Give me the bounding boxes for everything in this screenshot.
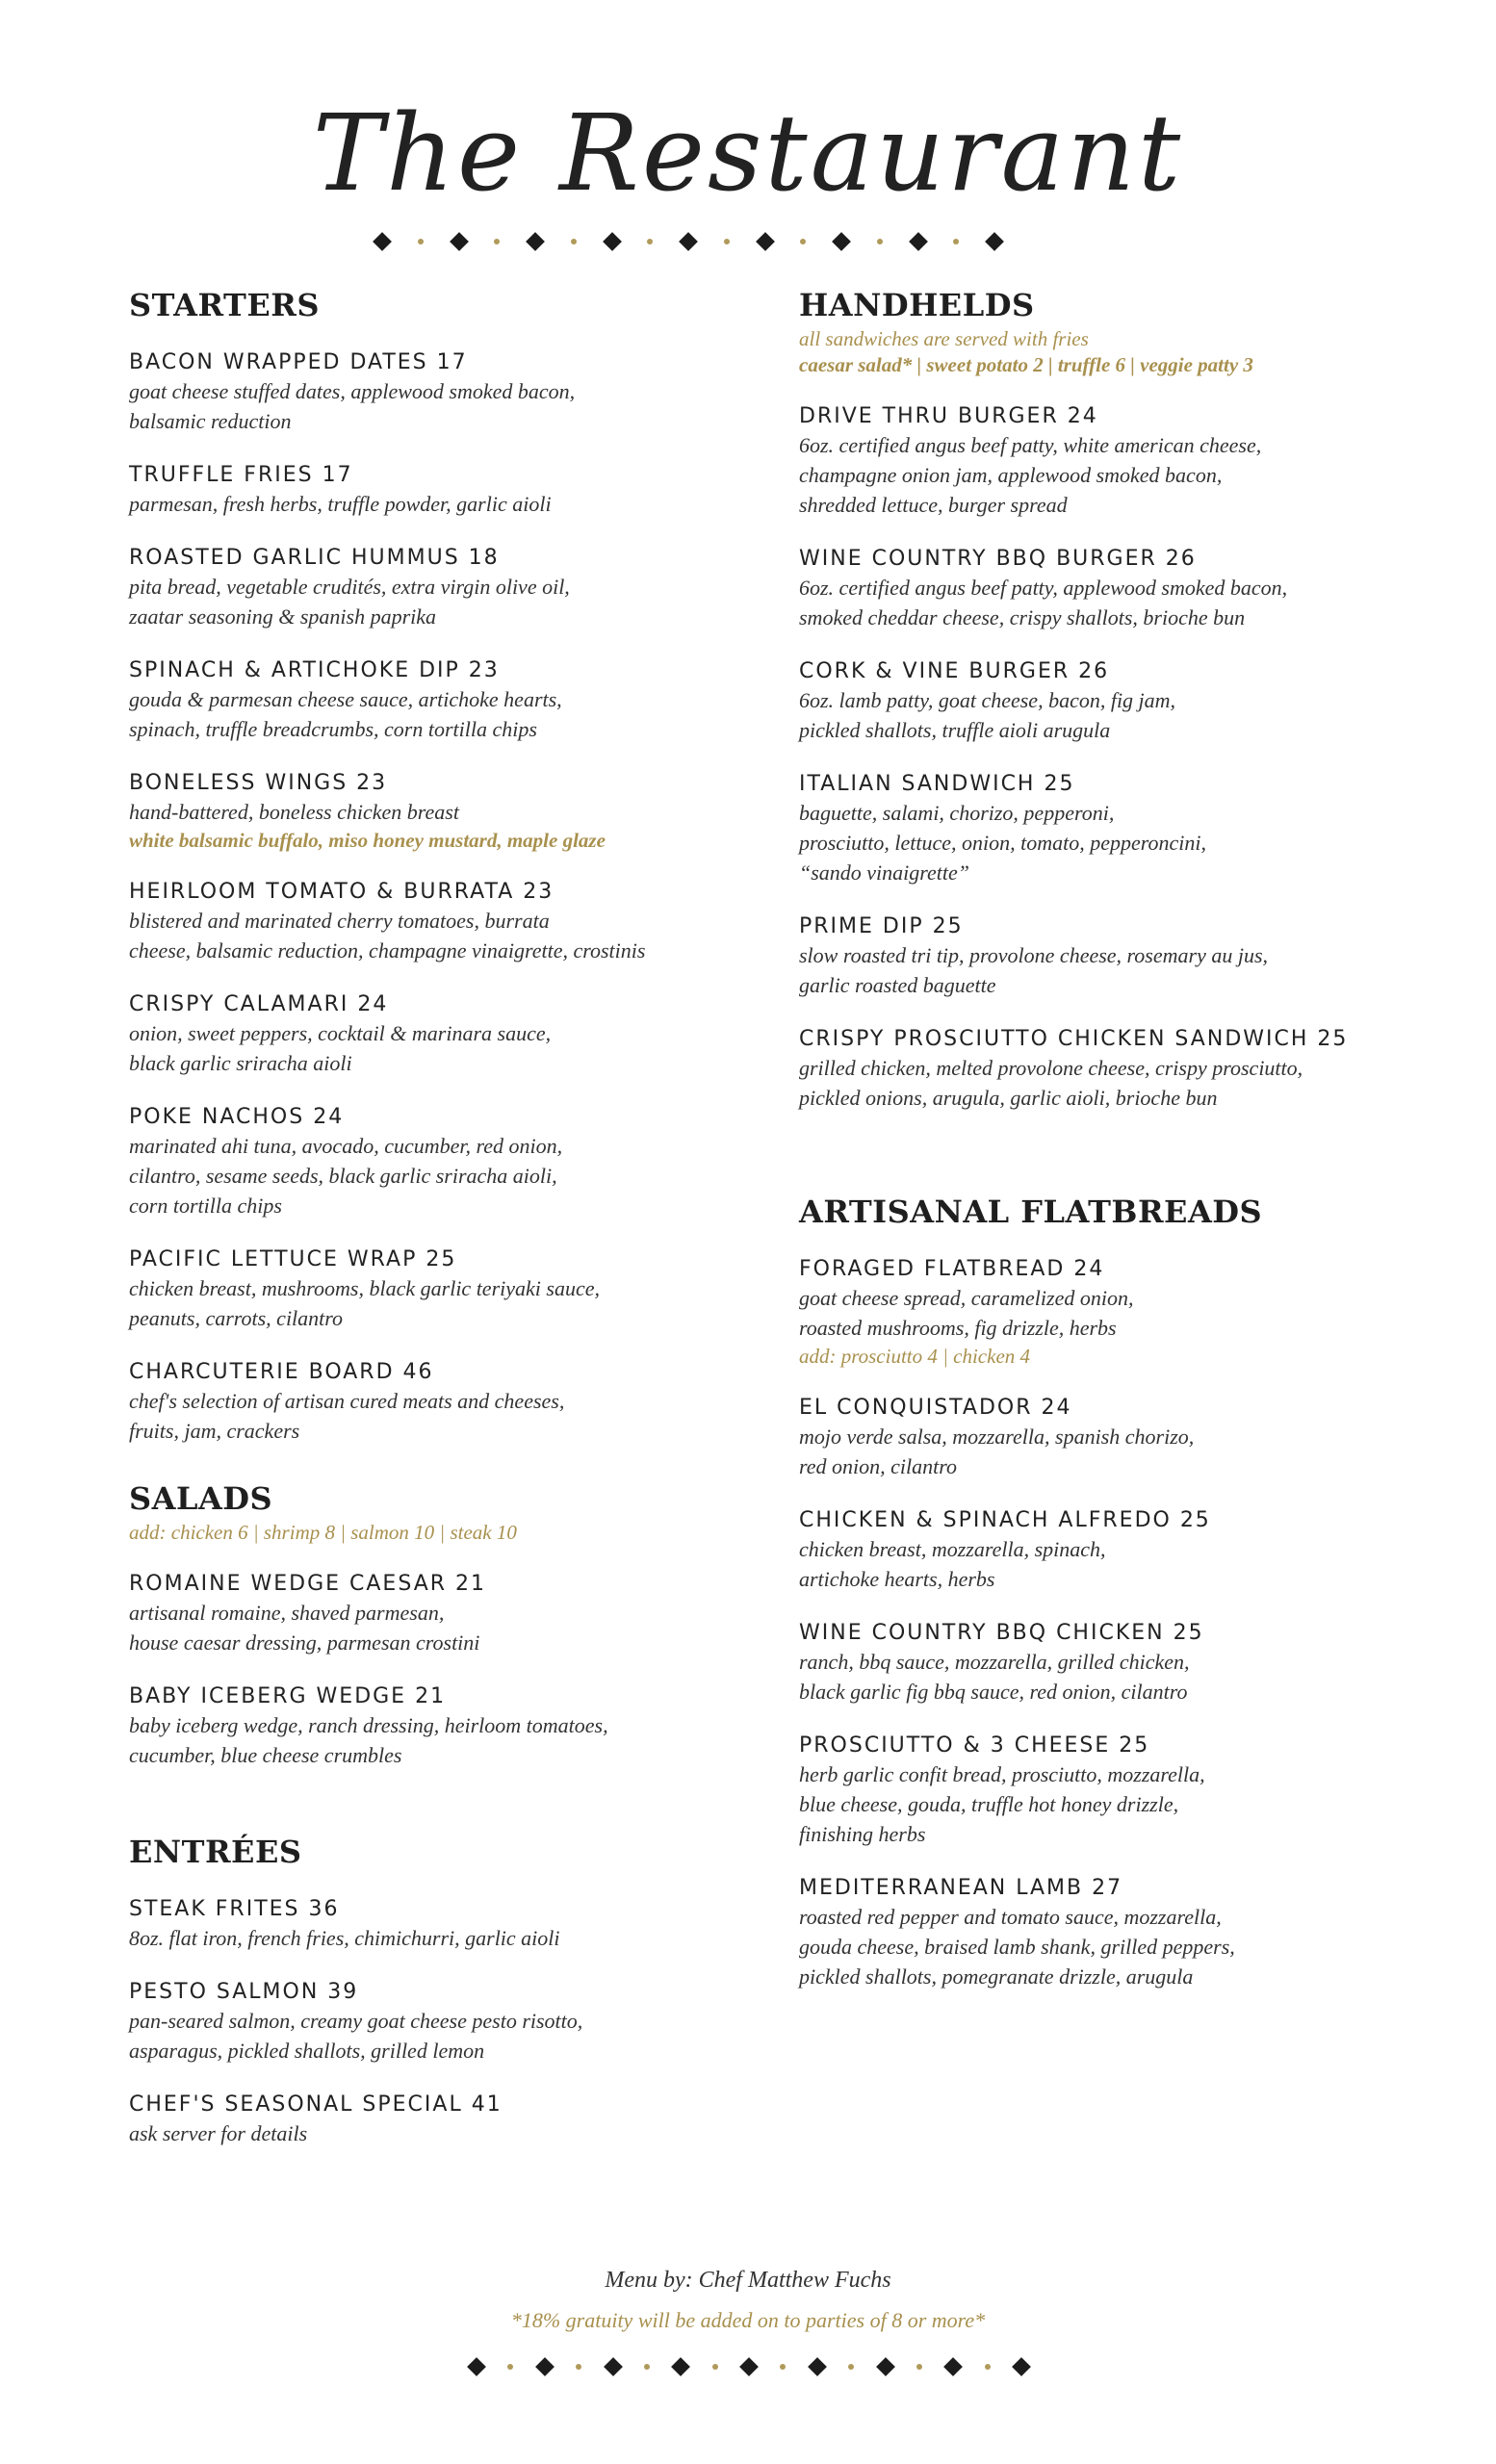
menu-item-description: ranch, bbq sauce, mozzarella, grilled chicken, black garlic fig bbq sauce, red onion, cilantro <box>799 1650 1190 1704</box>
menu-item <box>129 546 793 631</box>
right-column <box>799 287 1463 1991</box>
dot-ornament-icon <box>507 2364 513 2370</box>
menu-item-name: BACON WRAPPED DATES 17 <box>129 350 468 374</box>
menu-item-name: ITALIAN SANDWICH 25 <box>799 772 1075 796</box>
menu-item-name: CRISPY CALAMARI 24 <box>129 992 389 1016</box>
menu-item-name: ROASTED GARLIC HUMMUS 18 <box>129 546 500 570</box>
menu-item-description: chef's selection of artisan cured meats and cheeses, fruits, jam, crackers <box>129 1389 565 1443</box>
menu-item-name: CORK & VINE BURGER 26 <box>799 659 1110 683</box>
menu-item <box>129 1897 793 1953</box>
menu-item-name: CRISPY PROSCIUTTO CHICKEN SANDWICH 25 <box>799 1027 1349 1051</box>
menu-item-name: PACIFIC LETTUCE WRAP 25 <box>129 1247 457 1271</box>
salads-add-on-note: add: chicken 6 | shrimp 8 | salmon 10 | steak 10 <box>129 1521 517 1544</box>
menu-item-description: goat cheese spread, caramelized onion, roasted mushrooms, fig drizzle, herbs <box>799 1286 1134 1340</box>
dot-ornament-icon <box>953 239 959 244</box>
menu-item-name: CHICKEN & SPINACH ALFREDO 25 <box>799 1508 1211 1532</box>
menu-item-description: baby iceberg wedge, ranch dressing, heirloom tomatoes, cucumber, blue cheese crumbles <box>129 1713 608 1767</box>
dot-ornament-icon <box>724 239 730 244</box>
dot-ornament-icon <box>571 239 577 244</box>
diamond-ornament-icon <box>739 2357 759 2376</box>
dot-ornament-icon <box>848 2364 854 2370</box>
menu-item <box>129 992 793 1078</box>
flatbreads-section <box>799 1194 1463 1991</box>
dot-ornament-icon <box>644 2364 650 2370</box>
diamond-ornament-icon <box>832 232 851 251</box>
menu-item-description: pan-seared salmon, creamy goat cheese pesto risotto, asparagus, pickled shallots, grilled lemon <box>129 2009 583 2063</box>
dot-ornament-icon <box>576 2364 581 2370</box>
menu-item <box>799 404 1463 520</box>
menu-item-name: EL CONQUISTADOR 24 <box>799 1396 1072 1420</box>
menu-item <box>129 1572 793 1657</box>
menu-item-name: MEDITERRANEAN LAMB 27 <box>799 1876 1123 1900</box>
entrees-section <box>129 1834 793 2148</box>
menu-item <box>129 350 793 436</box>
menu-item-name: BABY ICEBERG WEDGE 21 <box>129 1684 447 1708</box>
menu-item-description: herb garlic confit bread, prosciutto, mozzarella, blue cheese, gouda, truffle hot honey drizzle, finishing herbs <box>799 1762 1205 1846</box>
menu-item-name: CHEF'S SEASONAL SPECIAL 41 <box>129 2092 503 2117</box>
diamond-ornament-icon <box>679 232 698 251</box>
diamond-ornament-icon <box>943 2357 963 2376</box>
menu-item-options: white balsamic buffalo, miso honey mustard, maple glaze <box>129 829 606 852</box>
salads-section <box>129 1480 793 1770</box>
handhelds-side-options: caesar salad* | sweet potato 2 | truffle 6 | veggie patty 3 <box>799 353 1253 376</box>
menu-item <box>129 2092 793 2148</box>
menu-item <box>799 1876 1463 1991</box>
menu-item <box>799 1733 1463 1849</box>
diamond-ornament-icon <box>1012 2357 1031 2376</box>
dot-ornament-icon <box>780 2364 786 2370</box>
section-heading-handhelds: HANDHELDS <box>799 287 1035 323</box>
diamond-ornament-icon <box>450 232 469 251</box>
menu-item-name: FORAGED FLATBREAD 24 <box>799 1257 1105 1281</box>
menu-item <box>129 1980 793 2066</box>
menu-item-description: chicken breast, mushrooms, black garlic teriyaki sauce, peanuts, carrots, cilantro <box>129 1276 600 1330</box>
menu-item <box>799 1396 1463 1481</box>
bottom-ornament-divider <box>470 2360 1028 2374</box>
diamond-ornament-icon <box>876 2357 895 2376</box>
dot-ornament-icon <box>712 2364 718 2370</box>
menu-item-name: BONELESS WINGS 23 <box>129 771 388 795</box>
menu-item-name: PESTO SALMON 39 <box>129 1980 359 2004</box>
menu-item <box>799 1508 1463 1594</box>
chef-credit: Menu by: Chef Matthew Fuchs <box>605 2268 891 2293</box>
menu-item-name: STEAK FRITES 36 <box>129 1897 340 1921</box>
diamond-ornament-icon <box>603 232 622 251</box>
menu-item-name: WINE COUNTRY BBQ CHICKEN 25 <box>799 1621 1204 1645</box>
menu-item-description: gouda & parmesan cheese sauce, artichoke hearts, spinach, truffle breadcrumbs, corn tortilla chips <box>129 687 562 741</box>
top-ornament-divider <box>375 235 1001 248</box>
menu-item-description: grilled chicken, melted provolone cheese, crispy prosciutto, pickled onions, arugula, garlic aioli, brioche bun <box>799 1056 1303 1110</box>
menu-item-name: WINE COUNTRY BBQ BURGER 26 <box>799 547 1197 571</box>
dot-ornament-icon <box>985 2364 991 2370</box>
handhelds-fries-note: all sandwiches are served with fries <box>799 327 1089 350</box>
menu-item-description: hand-battered, boneless chicken breast <box>129 800 459 824</box>
menu-item-description: pita bread, vegetable crudités, extra virgin olive oil, zaatar seasoning & spanish paprika <box>129 575 570 629</box>
section-heading-starters: STARTERS <box>129 287 320 323</box>
handhelds-list <box>799 404 1463 1113</box>
menu-item-description: slow roasted tri tip, provolone cheese, rosemary au jus, garlic roasted baguette <box>799 943 1269 997</box>
dot-ornament-icon <box>494 239 500 244</box>
menu-item-description: parmesan, fresh herbs, truffle powder, garlic aioli <box>129 492 552 516</box>
menu-item-name: PROSCIUTTO & 3 CHEESE 25 <box>799 1733 1150 1758</box>
diamond-ornament-icon <box>985 232 1004 251</box>
left-column <box>129 287 793 2148</box>
menu-item-description: artisanal romaine, shaved parmesan, house caesar dressing, parmesan crostini <box>129 1601 480 1655</box>
menu-item-options: add: prosciutto 4 | chicken 4 <box>799 1345 1031 1368</box>
menu-item <box>799 659 1463 745</box>
diamond-ornament-icon <box>909 232 928 251</box>
menu-item <box>129 771 793 853</box>
dot-ornament-icon <box>800 239 806 244</box>
menu-item-name: POKE NACHOS 24 <box>129 1105 345 1129</box>
menu-item <box>129 1684 793 1770</box>
salads-list <box>129 1572 793 1770</box>
menu-item-name: PRIME DIP 25 <box>799 914 964 938</box>
menu-item-description: blistered and marinated cherry tomatoes, burrata cheese, balsamic reduction, champagne vinaigrette, crostinis <box>129 909 646 962</box>
diamond-ornament-icon <box>604 2357 623 2376</box>
menu-item <box>129 880 793 965</box>
starters-list <box>129 350 793 1446</box>
gratuity-note: *18% gratuity will be added on to parties of 8 or more* <box>510 2308 986 2332</box>
menu-item <box>799 547 1463 632</box>
menu-item-description: baguette, salami, chorizo, pepperoni, prosciutto, lettuce, onion, tomato, pepperoncini, “sando vinaigrette” <box>799 801 1207 885</box>
section-heading-entrees: ENTRÉES <box>129 1834 302 1870</box>
menu-item <box>129 1105 793 1220</box>
menu-item-description: chicken breast, mozzarella, spinach, artichoke hearts, herbs <box>799 1537 1106 1591</box>
menu-item-name: CHARCUTERIE BOARD 46 <box>129 1360 434 1384</box>
handhelds-section <box>799 287 1463 1113</box>
starters-section <box>129 287 793 1446</box>
menu-item <box>129 1360 793 1446</box>
menu-item-description: goat cheese stuffed dates, applewood smoked bacon, balsamic reduction <box>129 379 576 433</box>
diamond-ornament-icon <box>671 2357 690 2376</box>
section-heading-flatbreads: ARTISANAL FLATBREADS <box>799 1194 1263 1230</box>
menu-item-description: marinated ahi tuna, avocado, cucumber, red onion, cilantro, sesame seeds, black garlic sriracha aioli, corn tortilla chips <box>129 1134 563 1218</box>
menu-item <box>799 1621 1463 1707</box>
section-heading-salads: SALADS <box>129 1480 273 1517</box>
menu-item-description: onion, sweet peppers, cocktail & marinara sauce, black garlic sriracha aioli <box>129 1021 552 1075</box>
menu-item <box>129 463 793 519</box>
menu-item-description: 6oz. lamb patty, goat cheese, bacon, fig jam, pickled shallots, truffle aioli arugula <box>799 688 1176 742</box>
menu-item-name: SPINACH & ARTICHOKE DIP 23 <box>129 658 500 682</box>
menu-item-name: ROMAINE WEDGE CAESAR 21 <box>129 1572 487 1596</box>
menu-item <box>799 1027 1463 1113</box>
diamond-ornament-icon <box>535 2357 555 2376</box>
menu-item-description: 6oz. certified angus beef patty, white american cheese, champagne onion jam, applewood smoked bacon, shredded lettuce, burger spread <box>799 433 1262 517</box>
diamond-ornament-icon <box>467 2357 486 2376</box>
menu-item-description: mojo verde salsa, mozzarella, spanish chorizo, red onion, cilantro <box>799 1424 1195 1478</box>
dot-ornament-icon <box>916 2364 922 2370</box>
menu-item-name: DRIVE THRU BURGER 24 <box>799 404 1098 428</box>
dot-ornament-icon <box>647 239 653 244</box>
menu-item-name: HEIRLOOM TOMATO & BURRATA 23 <box>129 880 555 904</box>
menu-item <box>129 1247 793 1333</box>
diamond-ornament-icon <box>373 232 392 251</box>
diamond-ornament-icon <box>808 2357 827 2376</box>
menu-item <box>799 1257 1463 1369</box>
entrees-list <box>129 1897 793 2148</box>
menu-item-description: ask server for details <box>129 2121 308 2145</box>
diamond-ornament-icon <box>526 232 545 251</box>
menu-item-description: 6oz. certified angus beef patty, applewood smoked bacon, smoked cheddar cheese, crispy shallots, brioche bun <box>799 576 1288 629</box>
menu-item-description: 8oz. flat iron, french fries, chimichurri, garlic aioli <box>129 1926 560 1950</box>
dot-ornament-icon <box>877 239 883 244</box>
diamond-ornament-icon <box>756 232 775 251</box>
restaurant-title: The Restaurant <box>312 91 1184 215</box>
menu-item <box>799 914 1463 1000</box>
menu-item-name: TRUFFLE FRIES 17 <box>129 463 353 487</box>
menu-item-description: roasted red pepper and tomato sauce, mozzarella, gouda cheese, braised lamb shank, grilled peppers, pickled shallots, pomegranate drizzle, arugula <box>799 1905 1235 1989</box>
dot-ornament-icon <box>418 239 424 244</box>
menu-item <box>799 772 1463 887</box>
menu-item <box>129 658 793 744</box>
flatbreads-list <box>799 1257 1463 1991</box>
